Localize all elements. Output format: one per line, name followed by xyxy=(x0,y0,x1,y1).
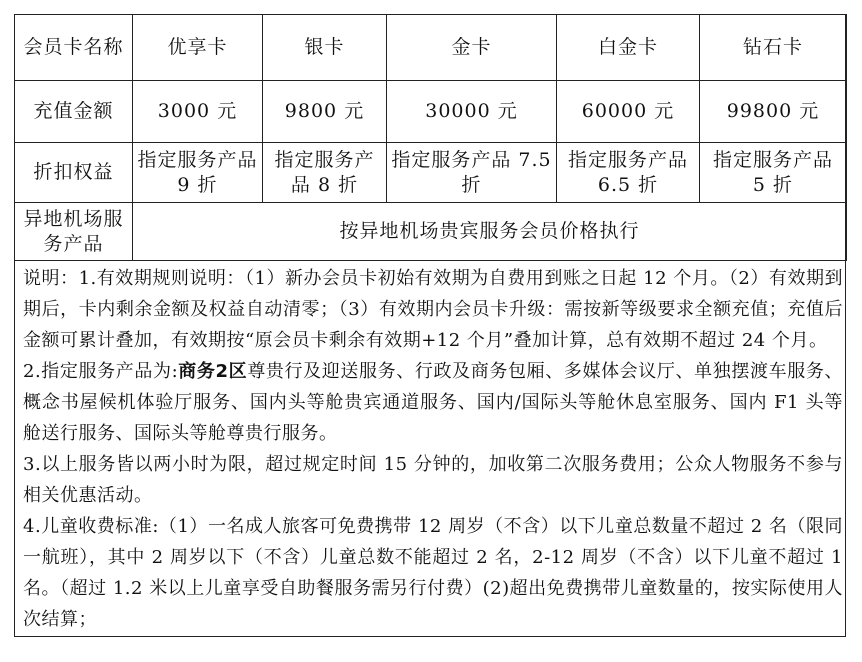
discount-cell: 指定服务产品 8 折 xyxy=(263,143,387,203)
discount-cell: 指定服务产品 6.5 折 xyxy=(557,143,700,203)
membership-document xyxy=(14,14,846,637)
card-name-cell: 银卡 xyxy=(263,15,387,81)
membership-card-table xyxy=(14,14,847,261)
discount-cell: 指定服务产品 5 折 xyxy=(700,143,847,203)
discount-cell: 指定服务产品 9 折 xyxy=(133,143,263,203)
table-row-airport xyxy=(15,203,847,261)
recharge-amount-cell: 9800 元 xyxy=(263,81,387,143)
row-label-recharge: 充值金额 xyxy=(15,81,133,143)
notes-section xyxy=(23,263,843,635)
note-2-prefix: 2.指定服务产品为: xyxy=(23,361,179,382)
note-2-bold-area: 商务2区 xyxy=(178,361,248,382)
airport-service-cell: 按异地机场贵宾服务会员价格执行 xyxy=(133,203,847,261)
note-3: 3.以上服务皆以两小时为限，超过规定时间 15 分钟的，加收第二次服务费用；公众人物服务不参与相关优惠活动。 xyxy=(23,454,843,506)
recharge-amount-cell: 99800 元 xyxy=(700,81,847,143)
note-1: 说明：1.有效期规则说明：（1）新办会员卡初始有效期为自费用到账之日起 12 个月。（2）有效期到期后，卡内剩余金额及权益自动清零；（3）有效期内会员卡升级：需按新等级要求全额充值；充值后金额可累计叠加，有效期按“原会员卡剩余有效期+12 个月”叠加计算，总有效期不超过 24 个月。 xyxy=(23,268,843,351)
row-label-airport: 异地机场服务产品 xyxy=(15,203,133,261)
note-2 xyxy=(23,356,843,449)
table-row-discount xyxy=(15,143,847,203)
recharge-amount-cell: 60000 元 xyxy=(557,81,700,143)
card-name-cell: 优享卡 xyxy=(133,15,263,81)
recharge-amount-cell: 3000 元 xyxy=(133,81,263,143)
recharge-amount-cell: 30000 元 xyxy=(387,81,557,143)
note-4: 4.儿童收费标准:（1）一名成人旅客可免费携带 12 周岁（不含）以下儿童总数量不超过 2 名（限同一航班），其中 2 周岁以下（不含）儿童总数不能超过 2 名，2-12 周岁（不含）以下儿童不超过 1 名。（超过 1.2 米以上儿童享受自助餐服务需另行付费）(2)超出免费携带儿童数量的，按实际使用人次结算； xyxy=(23,516,843,630)
row-label-discount: 折扣权益 xyxy=(15,143,133,203)
note-2-rest: 尊贵行及迎送服务、行政及商务包厢、多媒体会议厅、单独摆渡车服务、概念书屋候机体验厅服务、国内头等舱贵宾通道服务、国内/国际头等舱休息室服务、国内 F1 头等舱送行服务、国际头等舱尊贵行服务。 xyxy=(23,361,843,444)
card-name-cell: 白金卡 xyxy=(557,15,700,81)
card-name-cell: 钻石卡 xyxy=(700,15,847,81)
card-name-cell: 金卡 xyxy=(387,15,557,81)
table-row-card-names xyxy=(15,15,847,81)
table-row-recharge xyxy=(15,81,847,143)
row-label-card-name: 会员卡名称 xyxy=(15,15,133,81)
discount-cell: 指定服务产品 7.5 折 xyxy=(387,143,557,203)
